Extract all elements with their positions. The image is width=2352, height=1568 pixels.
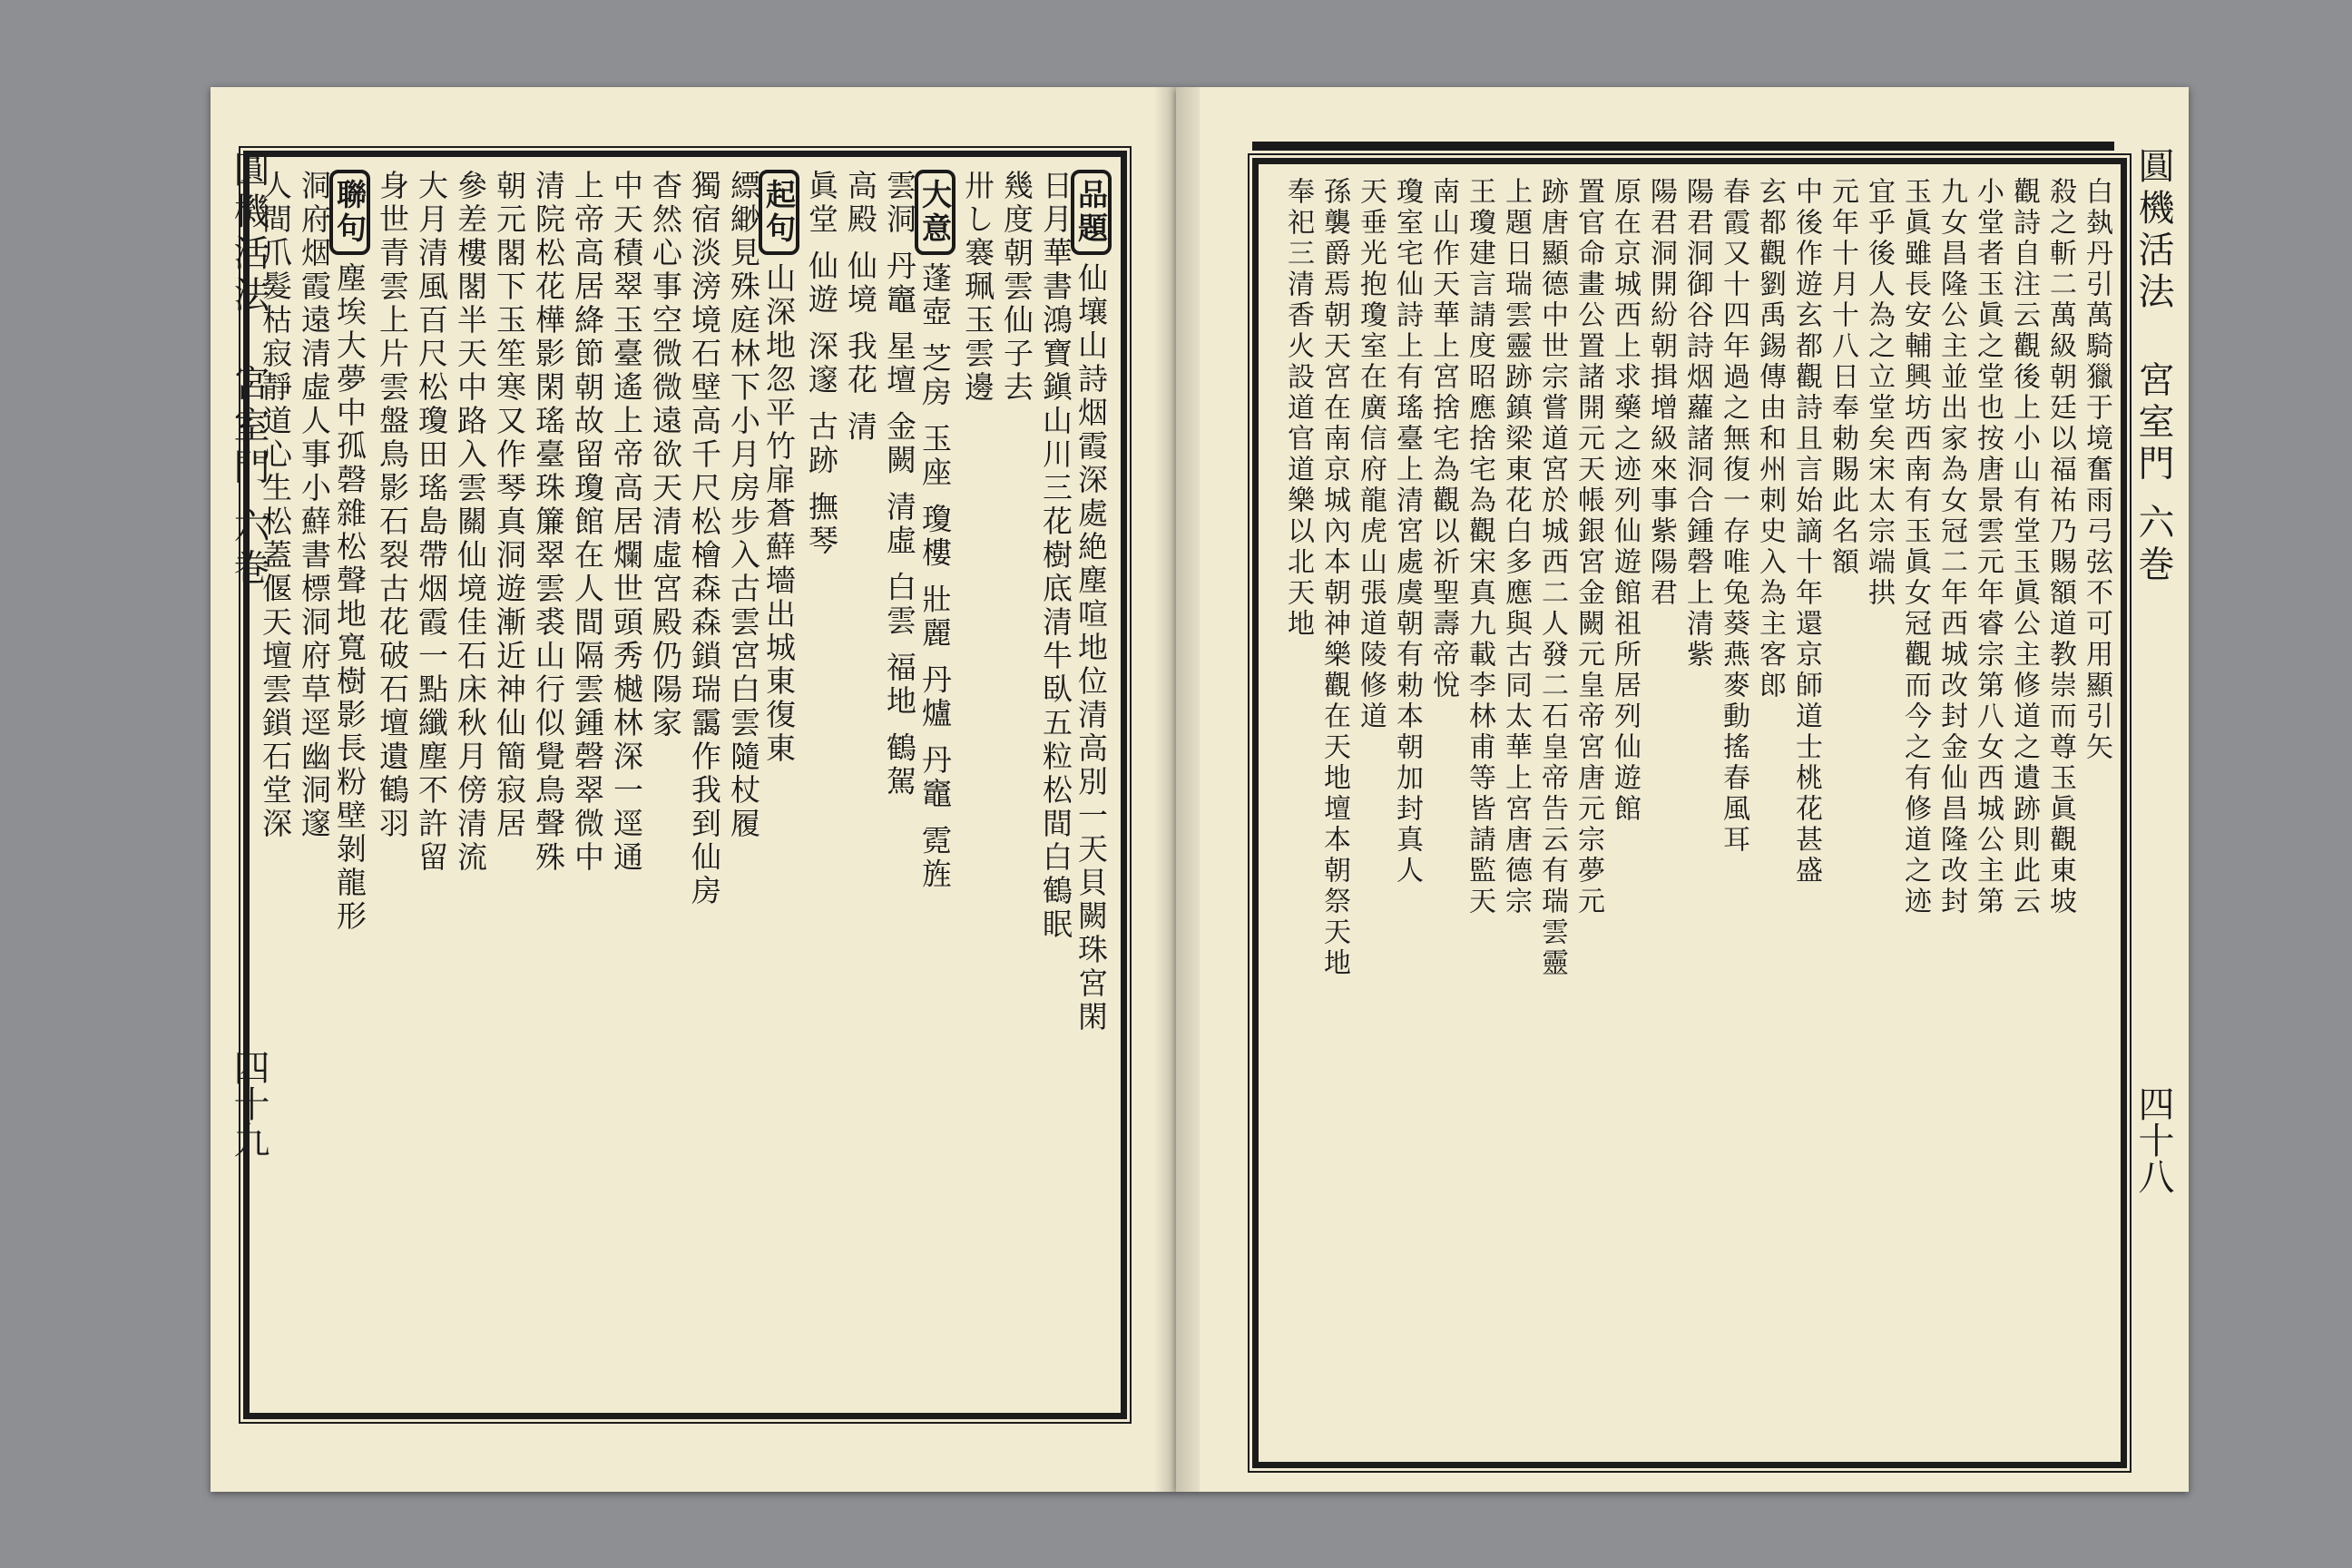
section-heading-label: 品題 [1071,170,1112,255]
column-text: 玉眞雖長安輔興坊西南有玉眞女冠觀而今之有修道之迹 [1899,177,1931,917]
text-column [1754,177,1785,1449]
text-column [1536,177,1567,1449]
right-columns [1268,177,2112,1449]
text-column [1464,177,1494,1449]
text-column [1936,177,1966,1449]
text-column [493,170,526,1400]
column-text: 中天積翠玉臺遙上帝高居爛世頭秀樾林深一逕通 [609,170,644,875]
margin-section: 宮室門 六巻 [228,364,270,591]
right-text-frame [1252,158,2127,1468]
column-text: 塵埃大夢中孤磬雜松聲地寬樹影長粉壁剝龍形 [332,262,368,934]
text-column [332,170,370,1400]
column-text: 眞堂 仙遊 深邃 古跡 撫琴 [804,170,839,558]
right-margin-title [2128,147,2180,586]
left-page-number: 四十九 [228,1049,270,1158]
text-column [532,170,565,1400]
text-column [1609,177,1640,1449]
column-text: 日月華書鴻寶鎭山川三花樹底清牛臥五粒松間白鶴眠 [1038,170,1073,942]
right-header-bar [1252,142,2114,151]
text-column [844,170,877,1400]
column-text: 中後作遊玄都觀詩且言始謫十年還京師道士桃花甚盛 [1790,177,1822,887]
column-text: 縹緲見殊庭林下小月房步入古雲宮白雲隨杖履 [726,170,761,841]
text-column [1282,177,1313,1449]
column-text: 陽君洞御谷詩烟蘿諸洞合鍾磬上清紫 [1681,177,1713,671]
section-heading-label: 聯句 [329,170,370,255]
text-column [1391,177,1422,1449]
column-text: 南山作天華上宮捨宅為觀以祈聖壽帝悅 [1427,177,1459,701]
section-heading-label: 起句 [759,170,799,255]
column-text: 蓬壺 芝房 玉座 瓊樓 壯麗 丹爐 丹竈 霓旌 [917,262,953,892]
text-column [1318,177,1349,1449]
text-column [376,170,409,1400]
text-column [1863,177,1894,1449]
text-column [805,170,838,1400]
column-text: 杳然心事空微微遠欲天清虛宮殿仍陽家 [648,170,683,740]
column-text: 王瓊建言請度昭應捨宅為觀宋真九載李林甫等皆請監天 [1464,177,1495,917]
column-text: 高殿 仙境 我花 清 [843,170,878,445]
column-text: 獨宿淡滂境石壁高千尺松檜森森鎖瑞靄作我到仙房 [687,170,722,908]
column-text: 原在京城西上求藥之迹列仙遊館祖所居列仙遊館 [1609,177,1641,825]
text-column [2044,177,2075,1449]
margin-section: 宮室門 六巻 [2132,360,2174,587]
column-text: 天垂光抱瓊室在廣信府龍虎山張道陵修道 [1355,177,1387,732]
text-column [1039,170,1073,1400]
text-column [610,170,643,1400]
text-column [1790,177,1821,1449]
text-column [961,170,995,1400]
text-column [259,170,292,1400]
right-page-number: 四十八 [2132,1085,2174,1194]
left-page [211,87,1177,1492]
left-columns [259,170,1112,1400]
column-text: 殺之斬二萬級朝廷以福祐乃賜額道教崇而尊玉眞觀東坡 [2044,177,2076,917]
column-text: 幾度朝雲仙子去 [999,170,1034,405]
text-column [1827,177,1857,1449]
column-text: 孫襲爵焉朝天宮在南京城內本朝神樂觀在天地壇本朝祭天地 [1318,177,1350,979]
column-text: 玄都觀劉禹錫傳由和州刺史入為主客郎 [1754,177,1786,701]
text-column [761,170,799,1400]
text-column [1073,170,1112,1400]
column-text: 元年十月十八日奉勅賜此名額 [1827,177,1858,578]
column-text: 洞府烟霞遠清虛人事小蘚書標洞府草逕幽洞邃 [297,170,332,841]
column-text: 卅し褰珮玉雲邊 [960,170,995,405]
column-text: 身世青雲上片雲盤鳥影石裂古花破石壇遺鶴羽 [375,170,410,841]
text-column [1573,177,1603,1449]
text-column [1645,177,1676,1449]
book-gutter-shadow [1154,87,1200,1492]
text-column [1355,177,1386,1449]
open-book [211,87,2189,1492]
column-text: 小堂者玉眞之堂也按唐景雲元年睿宗第八女西城公主第 [1972,177,2004,917]
column-text: 雲洞 丹竈 星壇 金闕 清虛 白雲 福地 鶴駕 [882,170,917,799]
text-column [727,170,760,1400]
text-column [649,170,682,1400]
text-column [298,170,331,1400]
margin-title: 圓機活法 [2132,147,2174,314]
text-column [2081,177,2112,1449]
column-text: 上題日瑞雲靈跡鎮梁東花白多應與古同太華上宮唐德宗 [1500,177,1532,917]
column-text: 清院松花樺影閑瑤臺珠簾翠雲裘山行似覺鳥聲殊 [531,170,566,875]
text-column [1899,177,1930,1449]
text-column [1681,177,1712,1449]
column-text: 跡唐顯德中世宗嘗道宮於城西二人發二石皇帝告云有瑞雲靈 [1536,177,1568,979]
text-column [1427,177,1458,1449]
column-text: 人間爪髮枯寂靜道心生松蓋偃天壇雲鎖石堂深 [258,170,293,841]
column-text: 朝元閣下玉笙寒又作琴真洞遊漸近神仙簡寂居 [492,170,527,841]
text-column [688,170,721,1400]
column-text: 奉祀三清香火設道官道樂以北天地 [1282,177,1314,640]
margin-title: 圓機活法 [228,151,270,318]
left-text-frame [243,151,1127,1419]
section-heading-label: 大意 [915,170,956,255]
text-column [571,170,604,1400]
column-text: 春霞又十四年過之無復一存唯兔葵燕麥動搖春風耳 [1718,177,1749,856]
text-column [883,170,916,1400]
column-text: 陽君洞開紛朝揖增級來事紫陽君 [1645,177,1677,609]
column-text: 山深地忽平竹扉蒼蘚墻出城東復東 [761,262,797,766]
column-text: 宜乎後人為之立堂矣宋太宗端拱 [1863,177,1895,609]
column-text: 九女昌隆公主並出家為女冠二年西城改封金仙昌隆改封 [1936,177,1967,917]
column-text: 置官命畫公置諸開元天帳銀宮金闕元皇帝宮唐元宗夢元 [1573,177,1604,917]
column-text: 瓊室宅仙詩上有瑤臺上清宮處虞朝有勅本朝加封真人 [1391,177,1423,887]
text-column [415,170,448,1400]
text-column [1718,177,1749,1449]
right-page [1176,87,2189,1492]
text-column [1972,177,2003,1449]
text-column [1500,177,1531,1449]
text-column [1000,170,1034,1400]
text-column [2008,177,2039,1449]
column-text: 白埶丹引萬騎獵于境奮雨弓弦不可用顯引矢 [2081,177,2112,763]
column-text: 上帝高居絳節朝故留瓊館在人間隔雲鍾磬翠微中 [570,170,605,875]
column-text: 參差樓閣半天中路入雲關仙境佳石床秋月傍清流 [453,170,488,875]
column-text: 大月清風百尺松瓊田瑤島帶烟霞一點纖塵不許留 [414,170,449,875]
text-column [454,170,487,1400]
column-text: 觀詩自注云觀後上小山有堂玉眞公主修道之遺跡則此云 [2008,177,2040,917]
column-text: 仙壤山詩烟霞深處絶塵喧地位清高別一天貝闕珠宮閑 [1073,262,1109,1034]
text-column [917,170,956,1400]
